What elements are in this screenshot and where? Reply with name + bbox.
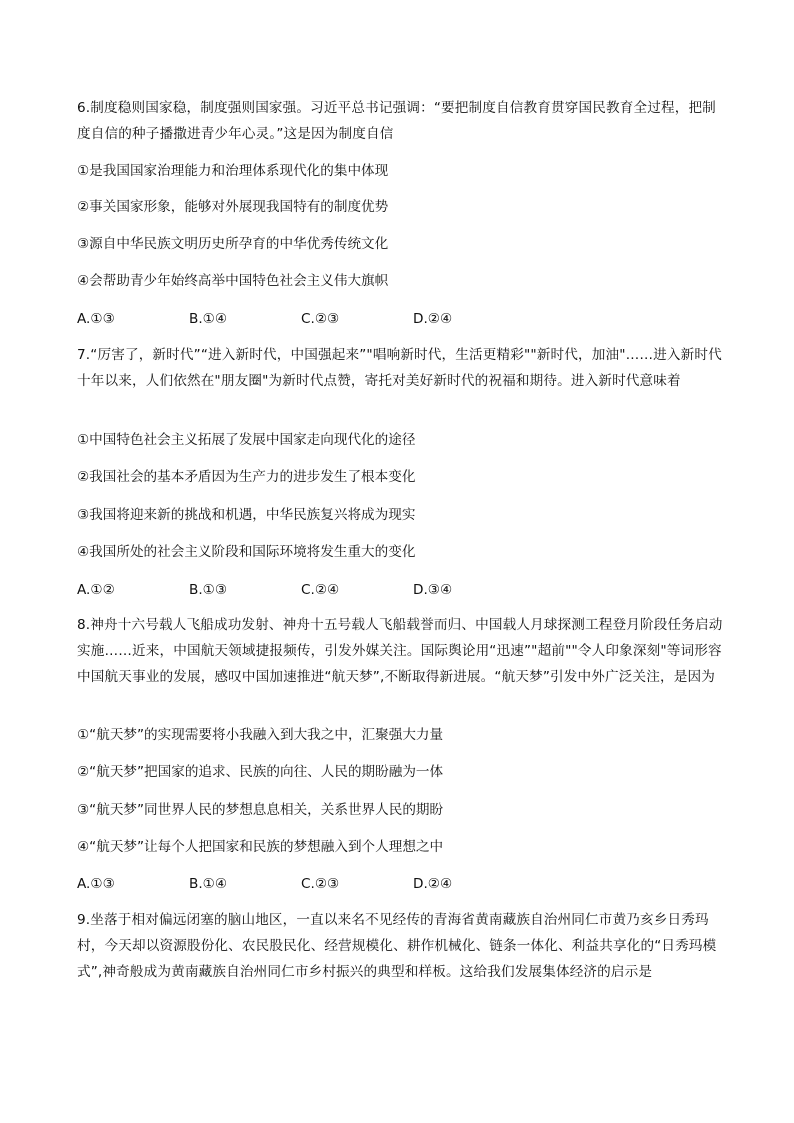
question-6-choices	[77, 309, 525, 329]
question-7-choices	[77, 580, 525, 600]
question-7-choice-b: B.①③	[189, 582, 228, 598]
question-7-option-2: ②我国社会的基本矛盾因为生产力的进步发生了根本变化	[77, 469, 416, 485]
question-6-choice-c: C.②③	[301, 311, 340, 327]
question-8-stem: 8.神舟十六号载人飞船成功发射、神舟十五号载人飞船载誉而归、中国载人月球探测工程登月阶段任务启动实施……近来，中国航天领域捷报频传，引发外媒关注。国际舆论用“迅速”"超前""令人印象深刻"等词形容中国航天事业的发展，感叹中国加速推进“航天梦”,不断取得新进展。“航天梦”引发中外广泛关注，是因为	[77, 617, 723, 685]
question-7-option-4: ④我国所处的社会主义阶段和国际环境将发生重大的变化	[77, 544, 416, 560]
question-8-choice-d: D.②④	[413, 876, 453, 892]
question-6-option-2: ②事关国家形象，能够对外展现我国特有的制度优势	[77, 199, 389, 215]
question-8-option-4: ④“航天梦”让每个人把国家和民族的梦想融入到个人理想之中	[77, 839, 444, 855]
question-7-option-3: ③我国将迎来新的挑战和机遇，中华民族复兴将成为现实	[77, 507, 416, 523]
question-6-option-3: ③源自中华民族文明历史所孕育的中华优秀传统文化	[77, 236, 389, 252]
question-7-choice-c: C.②④	[301, 582, 340, 598]
question-7-choice-a: A.①②	[77, 582, 115, 598]
question-6-choice-a: A.①③	[77, 311, 115, 327]
question-9	[77, 907, 727, 985]
question-6-choice-d: D.②④	[413, 311, 453, 327]
question-8-choice-c: C.②③	[301, 876, 340, 892]
question-7-option-1: ①中国特色社会主义拓展了发展中国家走向现代化的途径	[77, 432, 416, 448]
question-8-option-1: ①“航天梦”的实现需要将小我融入到大我之中，汇聚强大力量	[77, 727, 444, 743]
question-6-option-1: ①是我国国家治理能力和治理体系现代化的集中体现	[77, 163, 389, 179]
question-8-option-3: ③“航天梦”同世界人民的梦想息息相关，关系世界人民的期盼	[77, 802, 444, 818]
question-8-choice-a: A.①③	[77, 876, 115, 892]
question-7-choice-d: D.③④	[413, 582, 453, 598]
question-6-choice-b: B.①④	[189, 311, 228, 327]
question-8-option-2: ②“航天梦”把国家的追求、民族的向往、人民的期盼融为一体	[77, 764, 444, 780]
question-9-stem: 9.坐落于相对偏远闭塞的脑山地区，一直以来名不见经传的青海省黄南藏族自治州同仁市黄乃亥乡日秀玛村，今天却以资源股份化、农民股民化、经营规模化、耕作机械化、链条一体化、利益共享化的“日秀玛模式”,神奇般成为黄南藏族自治州同仁市乡村振兴的典型和样板。这给我们发展集体经济的启示是	[77, 912, 717, 980]
question-8	[77, 612, 727, 690]
question-6-stem: 6.制度稳则国家稳，制度强则国家强。习近平总书记强调：“要把制度自信教育贯穿国民教育全过程，把制度自信的种子播撒进青少年心灵。”这是因为制度自信	[77, 100, 716, 142]
question-7	[77, 342, 727, 394]
question-6	[77, 95, 727, 147]
question-6-option-4: ④会帮助青少年始终高举中国特色社会主义伟大旗帜	[77, 273, 389, 289]
question-8-choice-b: B.①④	[189, 876, 228, 892]
question-7-stem: 7.“厉害了，新时代”“进入新时代，中国强起来”"唱响新时代，生活更精彩""新时代，加油"……进入新时代十年以来，人们依然在"朋友圈"为新时代点赞，寄托对美好新时代的祝福和期待。进入新时代意味着	[77, 347, 722, 389]
question-8-choices	[77, 874, 525, 894]
